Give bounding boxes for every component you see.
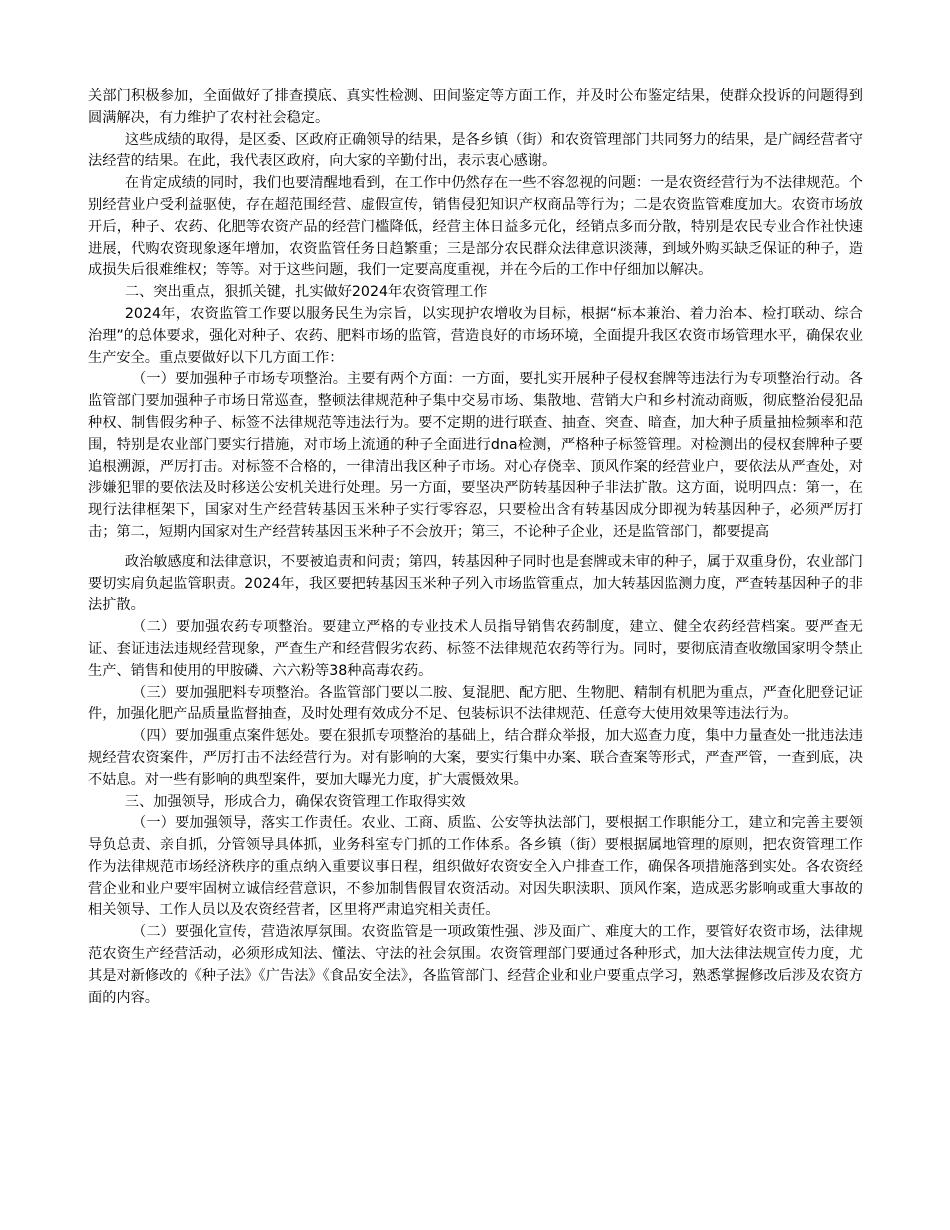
body-paragraph: 二、突出重点，狠抓关键，扎实做好2024年农资管理工作 [124, 284, 488, 301]
body-paragraph: （二）要加强农药专项整治。要建立严格的专业技术人员指导销售农药制度，建立、健全农药经营档案。要严查无证、套证违法违规经营现象，严查生产和经营假劣农药、标签不法律规范农药等行为。同时，要彻底清查收缴国家明令禁止生产、销售和使用的甲胺磷、六六粉等38种高毒农药。 [88, 619, 863, 679]
body-paragraph: 三、加强领导，形成合力，确保农资管理工作取得实效 [124, 793, 466, 810]
body-paragraph: 2024年，农资监管工作要以服务民生为宗旨，以实现护农增收为目标，根据“标本兼治、着力治本、检打联动、综合治理”的总体要求，强化对种子、农药、肥料市场的监管，营造良好的市场环境，全面提升我区农资市场管理水平，确保农业生产安全。重点要做好以下几方面工作： [88, 305, 863, 366]
body-paragraph: （一）要加强种子市场专项整治。主要有两个方面：一方面，要扎实开展种子侵权套牌等违法行为专项整治行动。各监管部门要加强种子市场日常巡查，整顿法律规范种子集中交易市场、集散地、营销大户和乡村流动商贩，彻底整治侵犯品种权、制售假劣种子、标签不法律规范等违法行为。要不定期的进行联查、抽查、突查、暗查，加大种子质量抽检频率和范围，特别是农业部门要实行措施，对市场上流通的种子全面进行dna检测，严格种子标签管理。对检测出的侵权套牌种子要追根溯源，严厉打击。对标签不合格的，一律清出我区种子市场。对心存侥幸、顶风作案的经营业户，要依法从严查处，对涉嫌犯罪的要依法及时移送公安机关进行处理。另一方面，要坚决严防转基因种子非法扩散。这方面，说明四点：第一，在现行法律框架下，国家对生产经营转基因玉米种子实行零容忍，只要检出含有转基因成分即视为转基因种子，必须严厉打击；第二，短期内国家对生产经营转基因玉米种子不会放开；第三，不论种子企业，还是监管部门，都要提高 [88, 371, 863, 540]
body-paragraph: 政治敏感度和法律意识，不要被追责和问责；第四，转基因种子同时也是套牌或未审的种子，属于双重身份，农业部门要切实肩负起监管职责。2024年，我区要把转基因玉米种子列入市场监管重点，加大转基因监测力度，严查转基因种子的非法扩散。 [88, 553, 863, 614]
body-paragraph: （二）要强化宣传，营造浓厚氛围。农资监管是一项政策性强、涉及面广、难度大的工作，要管好农资市场，法律规范农资生产经营活动，必须形成知法、懂法、守法的社会氛围。农资管理部门要通过各种形式，加大法律法规宣传力度，尤其是对新修改的《种子法》《广告法》《食品安全法》，各监管部门、经营企业和业户要重点学习，熟悉掌握修改后涉及农资方面的内容。 [88, 924, 863, 1006]
document-body [88, 86, 863, 1009]
body-paragraph: 在肯定成绩的同时，我们也要清醒地看到，在工作中仍然存在一些不容忽视的问题：一是农资经营行为不法律规范。个别经营业户受利益驱使，存在超范围经营、虚假宣传，销售侵犯知识产权商品等行为；二是农资监管难度加大。农资市场放开后，种子、农药、化肥等农资产品的经营门槛降低，经营主体日益多元化，经销点多而分散，特别是农民专业合作社快速进展，代购农资现象逐年增加，农资监管任务日趋繁重；三是部分农民群众法律意识淡薄，到域外购买缺乏保证的种子，造成损失后很难维权；等等。对于这些问题，我们一定要高度重视，并在今后的工作中仔细加以解决。 [88, 175, 863, 279]
body-paragraph: 这些成绩的取得，是区委、区政府正确领导的结果，是各乡镇（街）和农资管理部门共同努力的结果，是广阔经营者守法经营的结果。在此，我代表区政府，向大家的辛勤付出，表示衷心感谢。 [88, 131, 863, 170]
body-paragraph: （四）要加强重点案件惩处。要在狠抓专项整治的基础上，结合群众举报，加大巡查力度，集中力量查处一批违法违规经营农资案件，严厉打击不法经营行为。对有影响的大案，要实行集中办案、联合查案等形式，严查严管，一查到底，决不姑息。对一些有影响的典型案件，要加大曝光力度，扩大震慑效果。 [88, 728, 863, 788]
body-paragraph: 关部门积极参加，全面做好了排查摸底、真实性检测、田间鉴定等方面工作，并及时公布鉴定结果，使群众投诉的问题得到圆满解决，有力维护了农村社会稳定。 [88, 88, 863, 126]
body-paragraph: （三）要加强肥料专项整治。各监管部门要以二胺、复混肥、配方肥、生物肥、精制有机肥为重点，严查化肥登记证件，加强化肥产品质量监督抽查，及时处理有效成分不足、包装标识不法律规范、任意夸大使用效果等违法行为。 [88, 684, 863, 723]
body-paragraph: （一）要加强领导，落实工作责任。农业、工商、质监、公安等执法部门，要根据工作职能分工，建立和完善主要领导负总责、亲自抓，分管领导具体抓，业务科室专门抓的工作体系。各乡镇（街）要根据属地管理的原则，把农资管理工作作为法律规范市场经济秩序的重点纳入重要议事日程，组织做好农资安全入户排查工作，确保各项措施落到实处。各农资经营企业和业户要牢固树立诚信经营意识，不参加制售假冒农资活动。对因失职渎职、顶风作案，造成恶劣影响或重大事故的相关领导、工作人员以及农资经营者，区里将严肃追究相关责任。 [88, 815, 863, 919]
